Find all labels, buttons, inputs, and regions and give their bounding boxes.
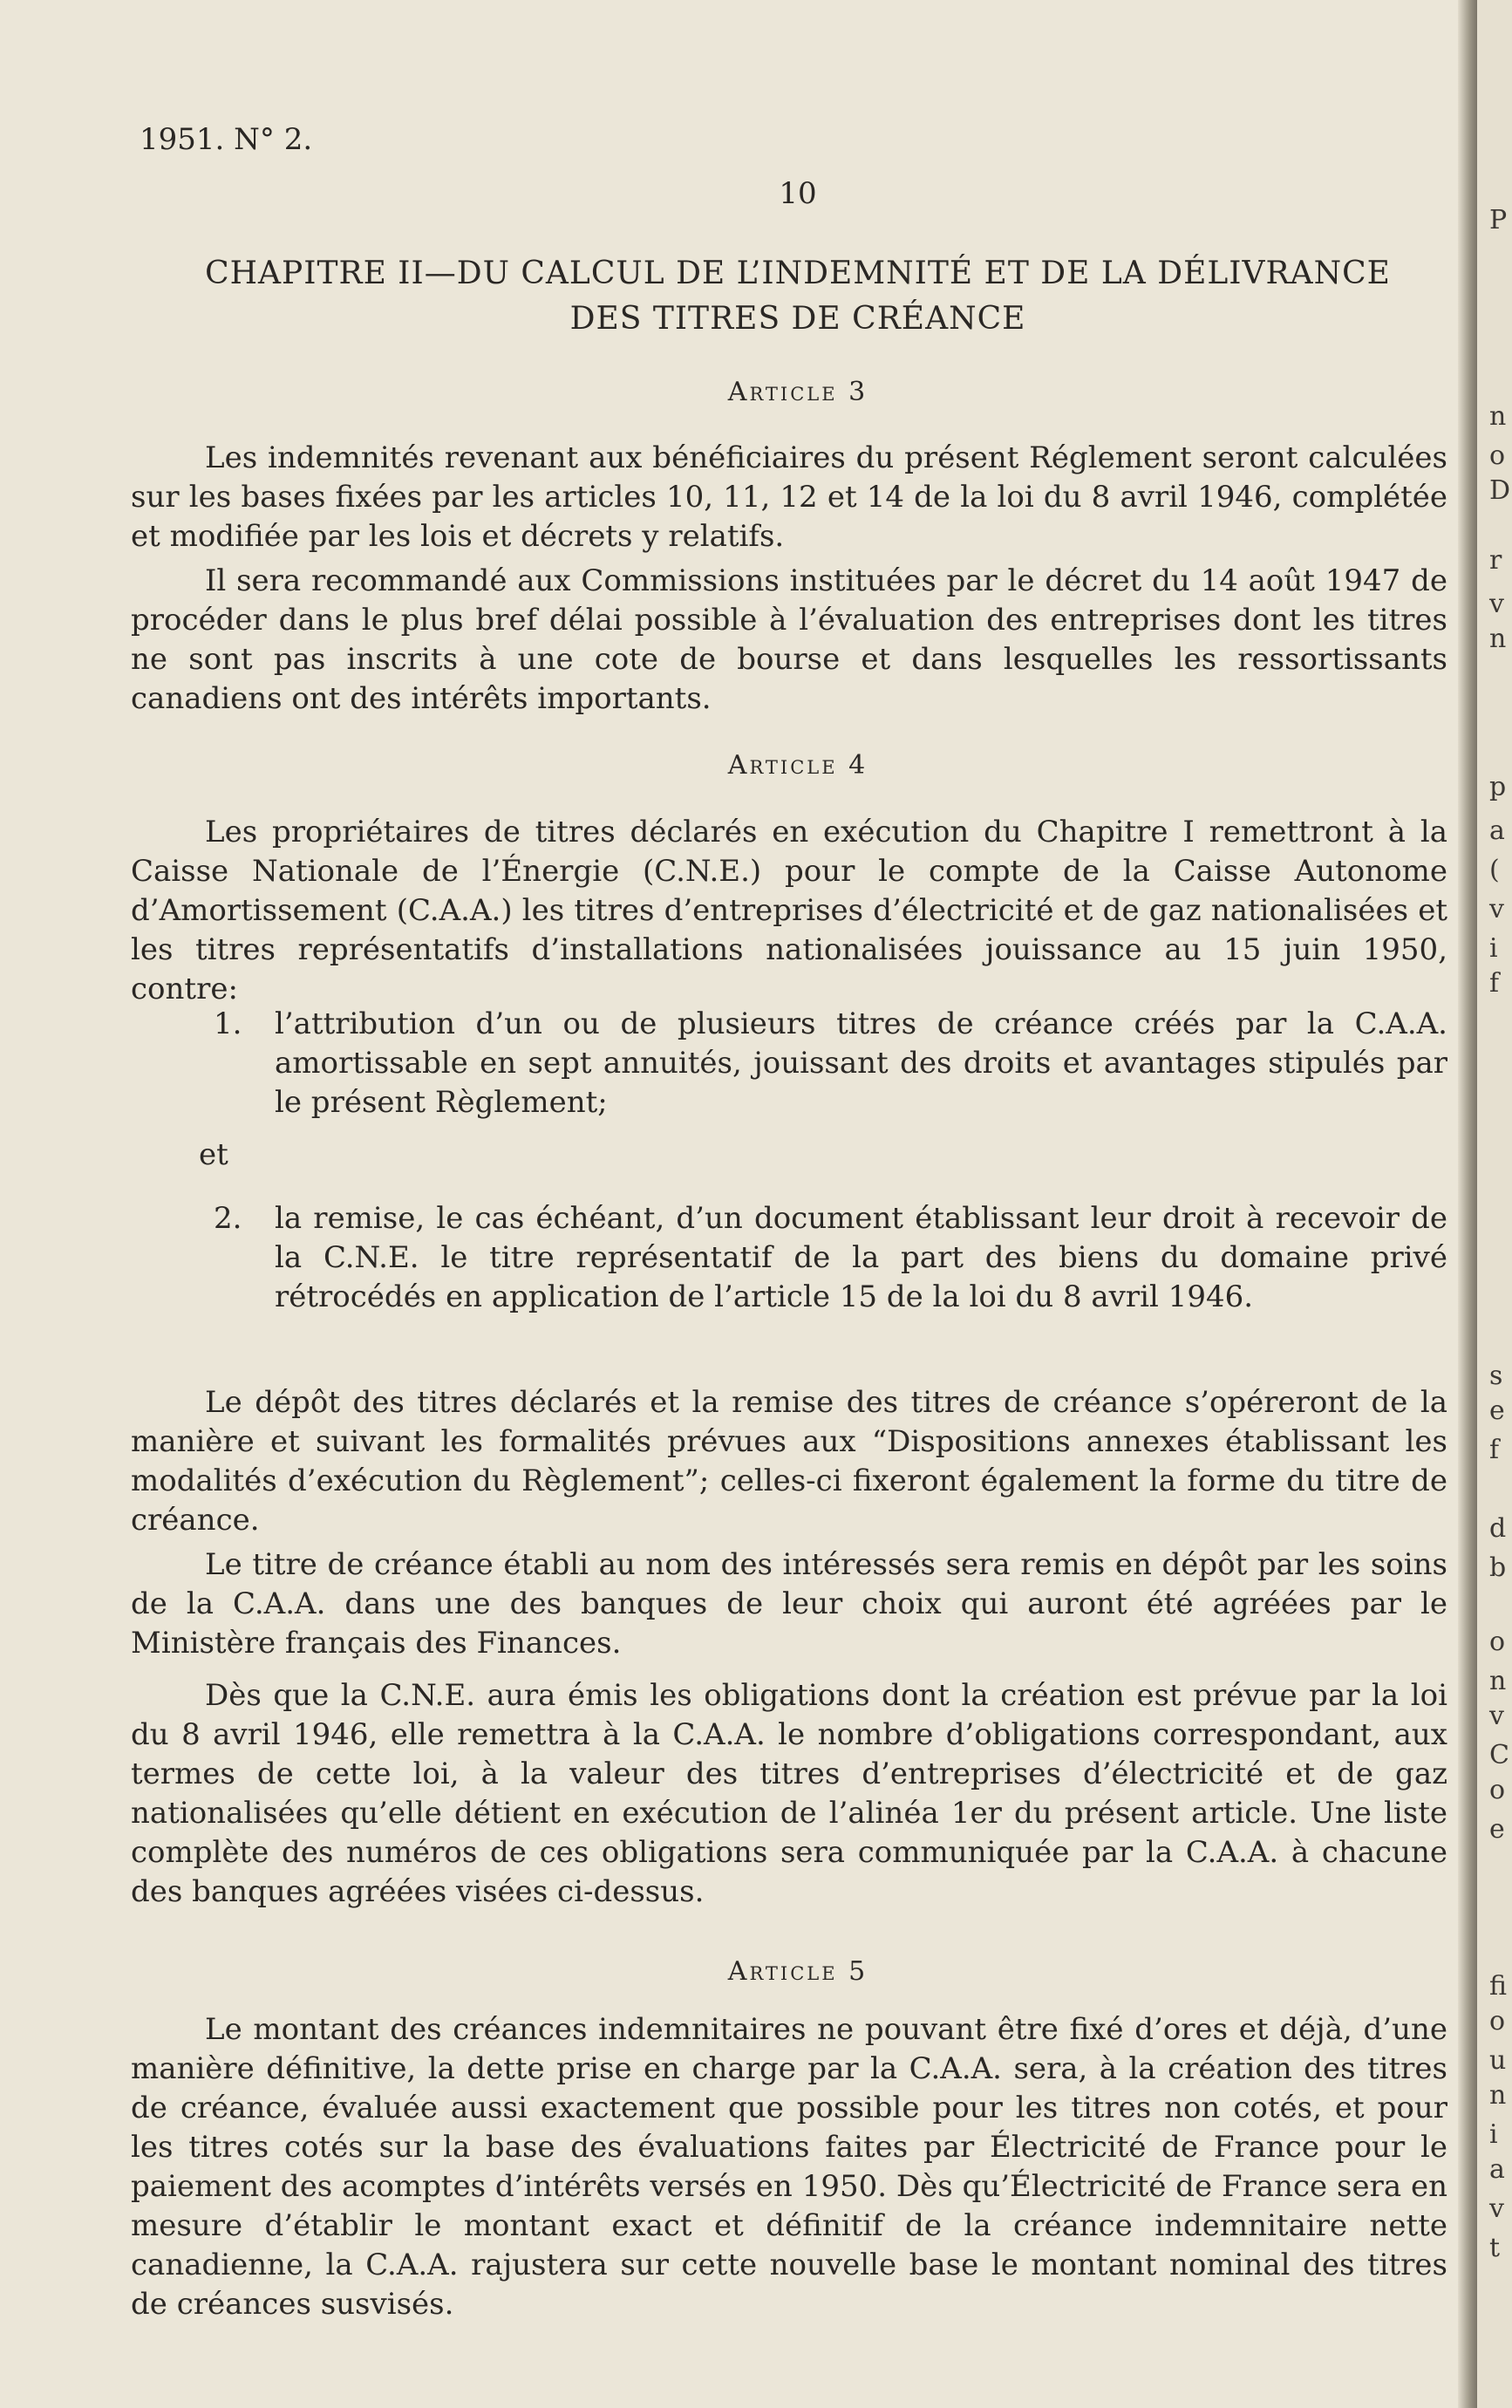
chapter-title-line-2: DES TITRES DE CRÉANCE <box>569 301 1026 337</box>
facing-page-letter: C <box>1489 1740 1509 1770</box>
facing-page-letter: v <box>1489 1701 1504 1731</box>
facing-page-letter: D <box>1489 475 1511 506</box>
facing-page-letter: v <box>1489 894 1504 924</box>
facing-page-edge <box>1477 0 1512 2408</box>
article-5-paragraph-1: Le montant des créances indemnitaires ne pouvant être fixé d’ores et déjà, d’une manière définitive, la dette prise en charge par la C.A.A. sera, à la création des titres de créance, évaluée aussi exactement que possible pour les titres non cotés, et pour les titres cotés sur la base des évaluations faites par Électricité de France pour le paiement des acomptes d’intérêts versés en 1950. Dès qu’Électricité de France sera en mesure d’établir le montant exact et définitif de la créance indemnitaire nette canadienne, la C.A.A. rajustera sur cette nouvelle base le montant nominal des titres de créances susvisés. <box>131 2012 1447 2322</box>
book-gutter <box>1458 0 1477 2408</box>
facing-page-letter: a <box>1489 815 1505 846</box>
document-reference: 1951. N° 2. <box>140 122 313 157</box>
facing-page-letter: v <box>1489 2193 1504 2224</box>
conjunction-et: et <box>199 1137 228 1172</box>
item-1-number: 1. <box>214 1006 242 1041</box>
facing-page-letter: d <box>1489 1513 1507 1544</box>
page-number: 10 <box>779 176 817 211</box>
facing-page-letter: o <box>1489 1627 1506 1657</box>
article-4-item-2 <box>214 1199 1447 1317</box>
article-4-paragraph-1: Les propriétaires de titres déclarés en exécution du Chapitre I remettront à la Caisse Nationale de l’Énergie (C.N.E.) pour le compte de la Caisse Autonome d’Amortissement (C.A.A.) les titres d’entreprises d’électricité et de gaz nationalisées et les titres représentatifs d’installations nationalisées jouissance au 15 juin 1950, contre: <box>131 815 1447 1006</box>
article-5-heading: Article 5 <box>727 1956 868 1987</box>
facing-page-letter: fi <box>1489 1971 1508 2002</box>
facing-page-letter: i <box>1489 933 1498 964</box>
article-3-paragraph-1: Les indemnités revenant aux bénéficiaires du présent Réglement seront calculées sur les bases fixées par les articles 10, 11, 12 et 14 de la loi du 8 avril 1946, complétée et modifiée par les lois et décrets y relatifs. <box>131 440 1447 554</box>
facing-page-letter: n <box>1489 1666 1507 1696</box>
facing-page-letter: v <box>1489 589 1504 619</box>
facing-page-letter: o <box>1489 440 1506 471</box>
facing-page-letter: u <box>1489 2045 1507 2076</box>
article-4-item-1 <box>214 1005 1447 1122</box>
item-1-text: l’attribution d’un ou de plusieurs titres de créance créés par la C.A.A. amortissable en sept annuités, jouissant des droits et avantages stipulés par le présent Règlement; <box>275 1006 1447 1120</box>
facing-page-letter: r <box>1489 545 1502 576</box>
article-4-paragraph-4: Dès que la C.N.E. aura émis les obligations dont la création est prévue par la loi du 8 avril 1946, elle remettra à la C.A.A. le nombre d’obligations correspondant, aux termes de cette loi, à la valeur des titres d’entreprises d’électricité et de gaz nationalisées qu’elle détient en exécution de l’alinéa 1er du présent article. Une liste complète des numéros de ces obligations sera communiquée par la C.A.A. à chacune des banques agréées visées ci-dessus. <box>131 1678 1447 1909</box>
chapter-title-line-1: CHAPITRE II—DU CALCUL DE L’INDEMNITÉ ET DE LA DÉLIVRANCE <box>205 256 1391 291</box>
facing-page-letter: ( <box>1489 855 1500 885</box>
facing-page-letter: f <box>1489 968 1500 999</box>
facing-page-letter: f <box>1489 1435 1500 1465</box>
article-4-paragraph-2: Le dépôt des titres déclarés et la remise des titres de créance s’opéreront de la manière et suivant les formalités prévues aux “Dispositions annexes établissant les modalités d’exécution du Règlement”; celles-ci fixeront également la forme du titre de créance. <box>131 1385 1447 1538</box>
facing-page-letter: t <box>1489 2233 1501 2263</box>
facing-page-letter: o <box>1489 2006 1506 2036</box>
facing-page-letter: a <box>1489 2154 1505 2185</box>
facing-page-letter: i <box>1489 2119 1498 2150</box>
item-2-number: 2. <box>214 1201 242 1236</box>
facing-page-letter: o <box>1489 1775 1506 1805</box>
item-2-text: la remise, le cas échéant, d’un document établissant leur droit à recevoir de la C.N.E. le titre représentatif de la part des biens du domaine privé rétrocédés en application de l’article 15 de la loi du 8 avril 1946. <box>275 1201 1447 1314</box>
facing-page-letter: n <box>1489 2080 1507 2111</box>
facing-page-letter: P <box>1489 205 1508 235</box>
facing-page-letter: s <box>1489 1361 1503 1391</box>
article-4-heading: Article 4 <box>727 750 868 781</box>
facing-page-letter: n <box>1489 401 1507 432</box>
facing-page-letter: b <box>1489 1552 1507 1583</box>
article-4-paragraph-3: Le titre de créance établi au nom des intéressés sera remis en dépôt par les soins de la C.A.A. dans une des banques de leur choix qui auront été agréées par le Ministère français des Finances. <box>131 1547 1447 1661</box>
article-3-paragraph-2: Il sera recommandé aux Commissions instituées par le décret du 14 août 1947 de procéder dans le plus bref délai possible à l’évaluation des entreprises dont les titres ne sont pas inscrits à une cote de bourse et dans lesquelles les ressortissants canadiens ont des intérêts importants. <box>131 563 1447 716</box>
facing-page-letter: e <box>1489 1814 1505 1845</box>
facing-page-letter: e <box>1489 1395 1505 1426</box>
article-3-heading: Article 3 <box>727 377 868 407</box>
facing-page-letter: p <box>1489 772 1507 802</box>
facing-page-letter: n <box>1489 624 1507 654</box>
chapter-title <box>135 251 1461 342</box>
